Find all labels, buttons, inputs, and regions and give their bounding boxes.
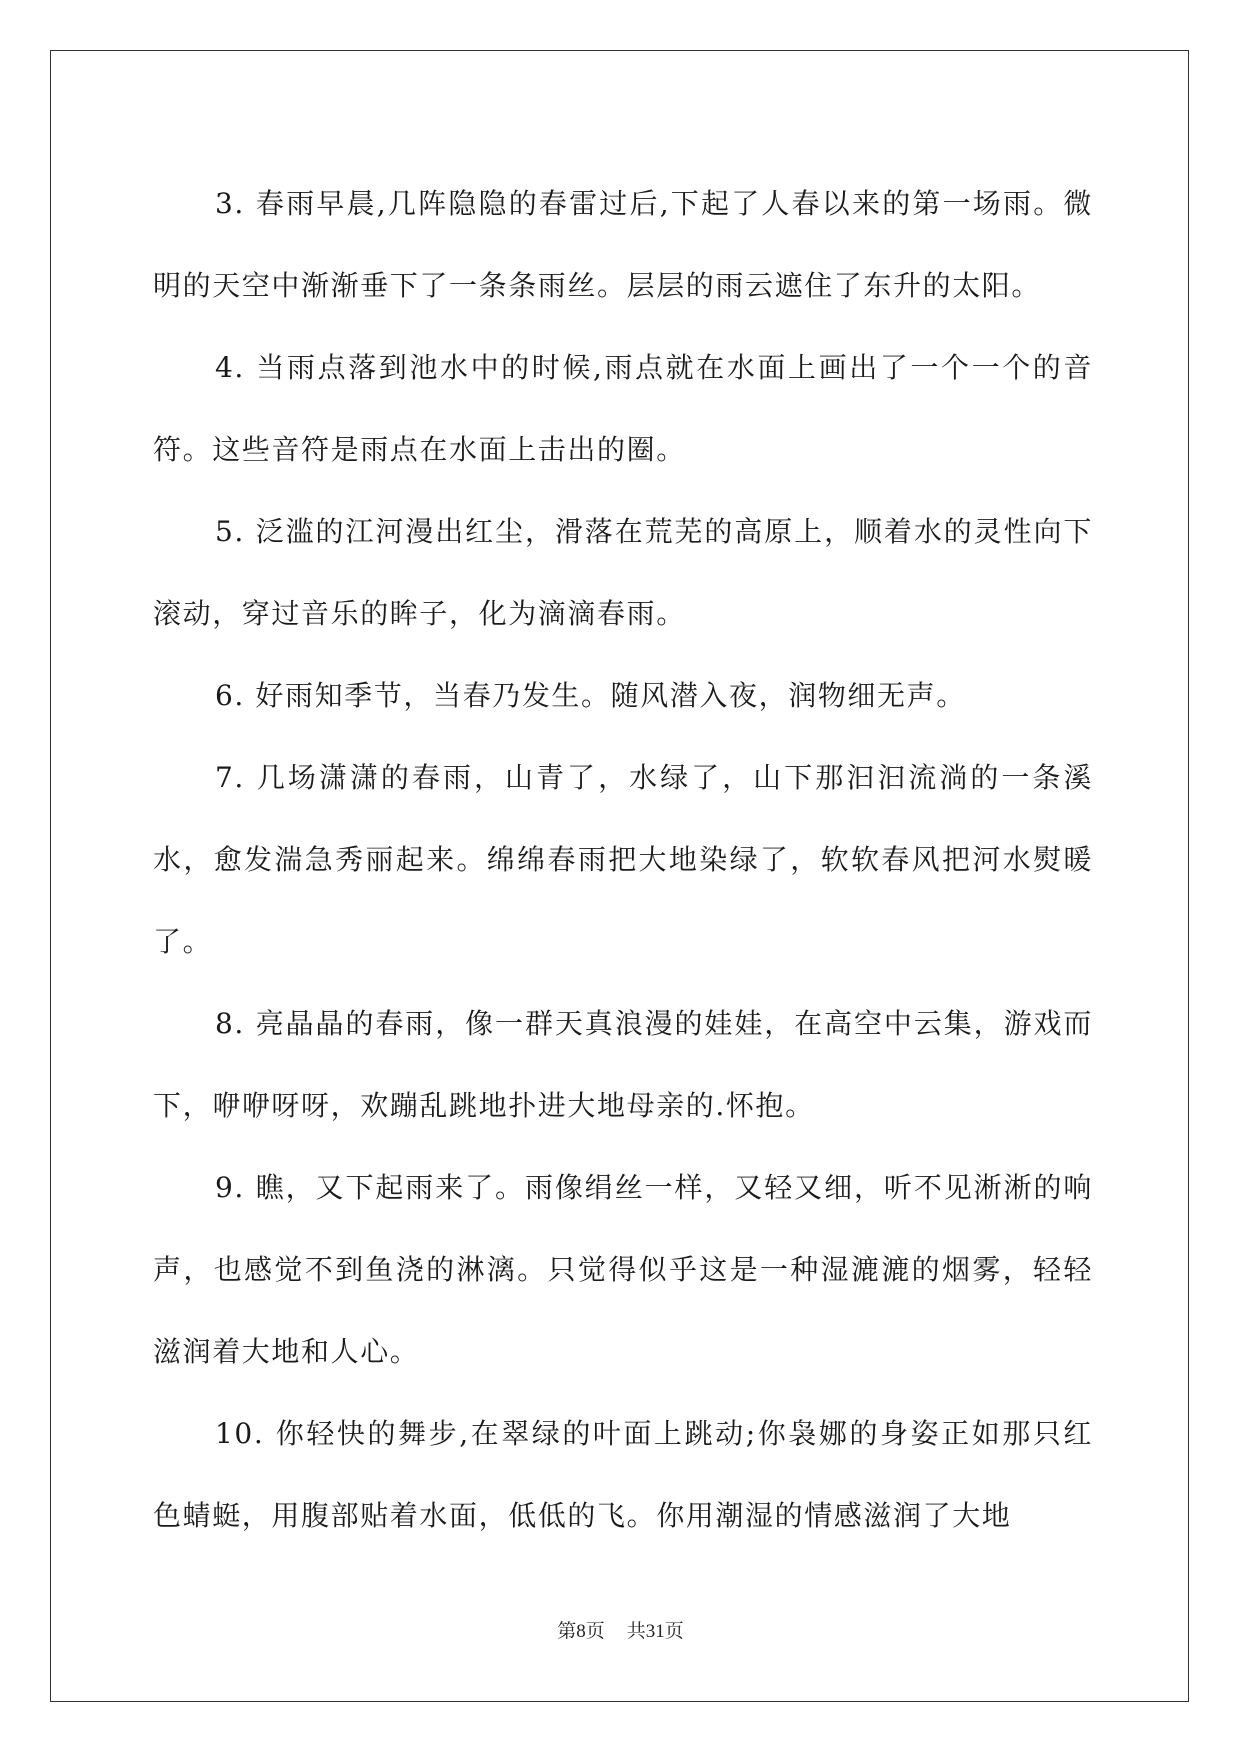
paragraph-item-4: 4. 当雨点落到池水中的时候,雨点就在水面上画出了一个一个的音符。这些音符是雨点在水面上击出的圈。 bbox=[153, 351, 1093, 466]
paragraph-item-7: 7. 几场潇潇的春雨，山青了，水绿了，山下那汩汩流淌的一条溪水，愈发湍急秀丽起来。绵绵春雨把大地染绿了，软软春风把河水熨暖了。 bbox=[153, 761, 1093, 958]
page-footer bbox=[0, 1616, 1241, 1643]
paragraph-item-9: 9. 瞧，又下起雨来了。雨像绢丝一样，又轻又细，听不见淅淅的响声，也感觉不到鱼浇的淋漓。只觉得似乎这是一种湿漉漉的烟雾，轻轻滋润着大地和人心。 bbox=[153, 1171, 1093, 1368]
paragraph-item-10: 10. 你轻快的舞步,在翠绿的叶面上跳动;你袅娜的身姿正如那只红色蜻蜓，用腹部贴着水面，低低的飞。你用潮湿的情感滋润了大地 bbox=[153, 1417, 1093, 1532]
page-total: 共31页 bbox=[626, 1621, 684, 1642]
paragraph-item-6: 6. 好雨知季节，当春乃发生。随风潜入夜，润物细无声。 bbox=[215, 679, 966, 712]
document-body bbox=[153, 163, 1093, 1557]
paragraph-item-5: 5. 泛滥的江河漫出红尘，滑落在荒芜的高原上，顺着水的灵性向下滚动，穿过音乐的眸子，化为滴滴春雨。 bbox=[153, 515, 1093, 630]
page-number: 第8页 bbox=[557, 1621, 605, 1642]
paragraph-item-8: 8. 亮晶晶的春雨，像一群天真浪漫的娃娃，在高空中云集，游戏而下，咿咿呀呀，欢蹦乱跳地扑进大地母亲的.怀抱。 bbox=[153, 1007, 1093, 1122]
paragraph-item-3: 3. 春雨早晨,几阵隐隐的春雷过后,下起了人春以来的第一场雨。微明的天空中渐渐垂下了一条条雨丝。层层的雨云遮住了东升的太阳。 bbox=[153, 187, 1093, 302]
